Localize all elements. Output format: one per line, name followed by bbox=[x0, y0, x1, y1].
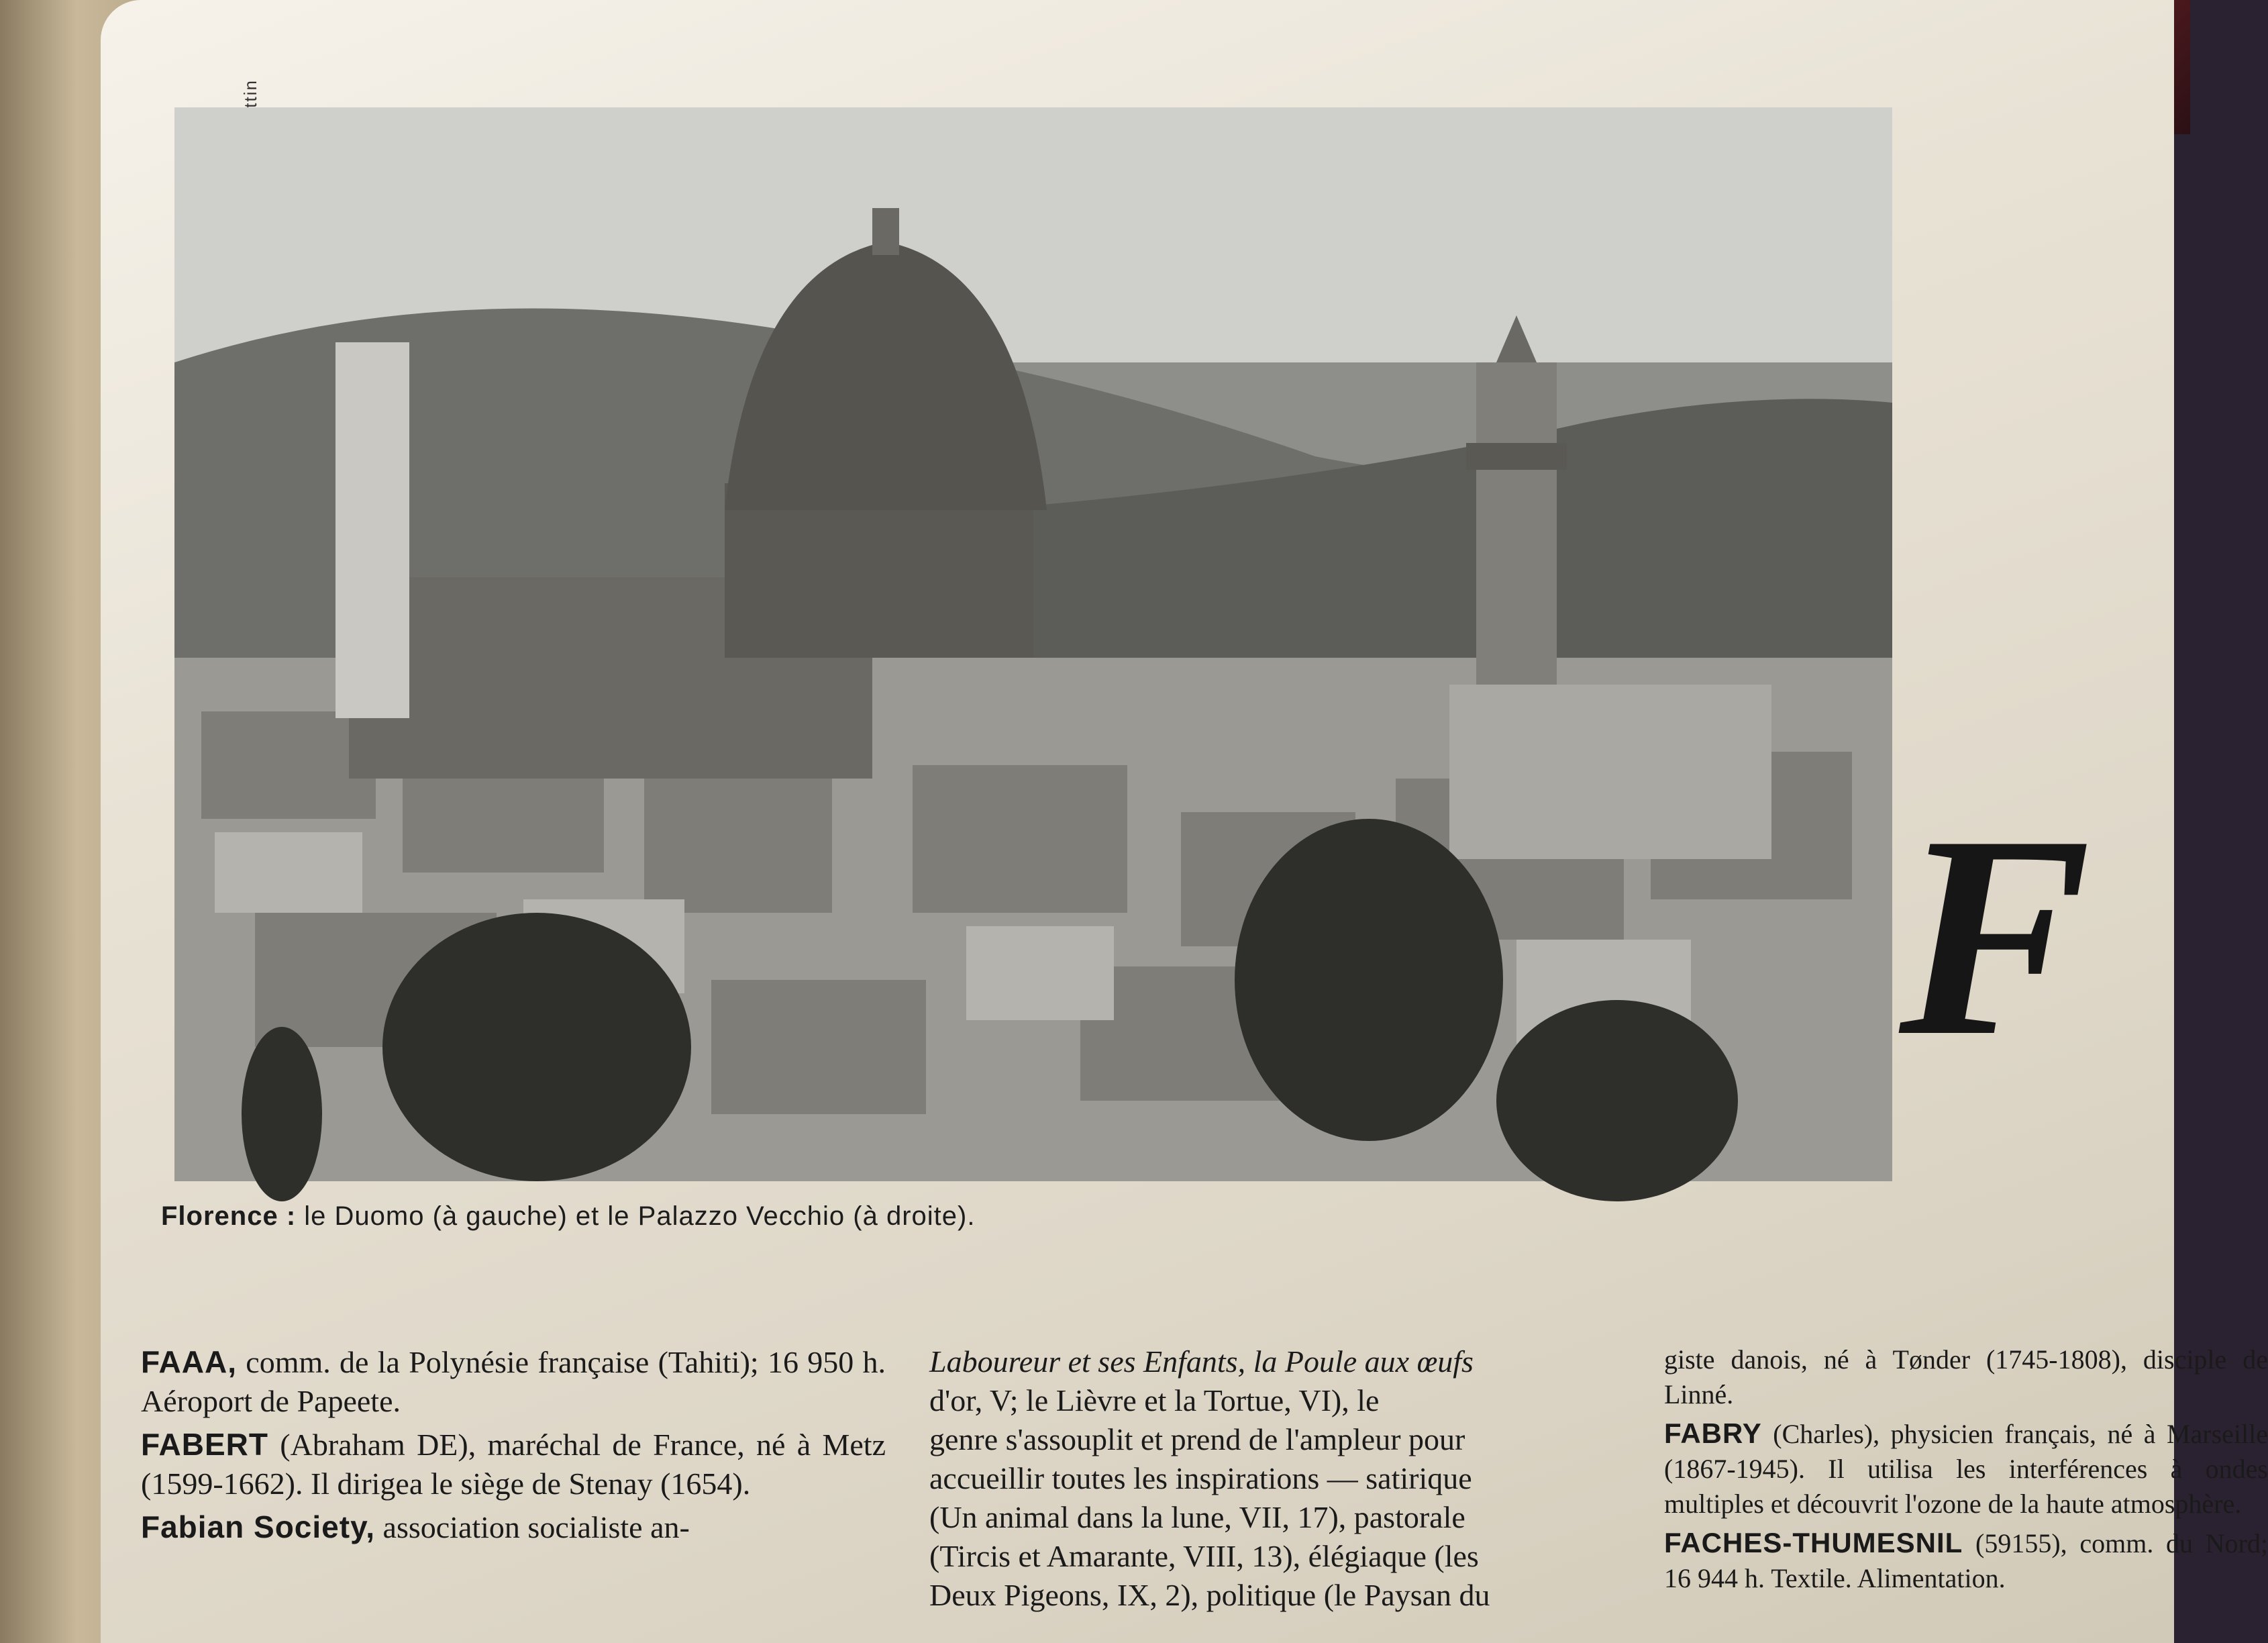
column-2-line-7: Deux Pigeons, IX, 2), politique (le Paysan du bbox=[929, 1578, 1490, 1612]
book-page bbox=[101, 0, 2268, 1643]
headword-faches-thumesnil: FACHES-THUMESNIL bbox=[1664, 1527, 1963, 1558]
column-2-line-6: (Tircis et Amarante, VIII, 13), élégiaque (les bbox=[929, 1539, 1479, 1573]
column-2-line-5: (Un animal dans la lune, VII, 17), pastorale bbox=[929, 1500, 1465, 1534]
column-2-line-1: Laboureur et ses Enfants, la Poule aux œufs bbox=[929, 1344, 1474, 1379]
dictionary-columns bbox=[141, 1342, 2268, 1643]
definition-fabert: (Abraham DE), maréchal de France, né à Metz (1599-1662). Il dirigea le siège de Stenay (1654). bbox=[141, 1428, 886, 1501]
photo-caption bbox=[161, 1201, 1235, 1232]
section-letter: F bbox=[1899, 777, 2092, 1096]
headword-fabert: FABERT bbox=[141, 1427, 268, 1462]
definition-fabry: (Charles), physicien français, né à Marseille (1867-1945). Il utilisa les interférences à ondes multiples et découvrit l'ozone de la haute atmosphère. bbox=[1664, 1419, 2268, 1519]
caption-place: Florence : bbox=[161, 1201, 297, 1231]
column-1 bbox=[141, 1342, 886, 1551]
column-2-line-3: genre s'assouplit et prend de l'ampleur pour bbox=[929, 1422, 1465, 1456]
entry-faaa bbox=[141, 1342, 886, 1421]
headword-fabian-society: Fabian Society, bbox=[141, 1509, 376, 1544]
caption-text: le Duomo (à gauche) et le Palazzo Vecchio (à droite). bbox=[296, 1201, 976, 1231]
entry-fabert bbox=[141, 1425, 886, 1503]
photo-illustration bbox=[174, 107, 1892, 1181]
entry-continuation: giste danois, né à Tønder (1745-1808), disciple de Linné. bbox=[1664, 1344, 2268, 1409]
entry-fabian-society bbox=[141, 1507, 886, 1547]
definition-faaa: comm. de la Polynésie française (Tahiti); 16 950 h. Aéroport de Papeete. bbox=[141, 1345, 886, 1418]
headword-fabry: FABRY bbox=[1664, 1417, 1762, 1449]
florence-photograph bbox=[174, 107, 1892, 1181]
column-2-line-2: d'or, V; le Lièvre et la Tortue, VI), le bbox=[929, 1383, 1380, 1417]
headword-faaa: FAAA, bbox=[141, 1344, 237, 1379]
definition-faches-thumesnil: (59155), comm. du Nord; 16 944 h. Textile. Alimentation. bbox=[1664, 1528, 2268, 1593]
definition-fabian-society: association socialiste an- bbox=[375, 1510, 690, 1544]
entry-fabry bbox=[1664, 1416, 2268, 1522]
column-2 bbox=[929, 1342, 1647, 1615]
entry-faches-thumesnil bbox=[1664, 1526, 2268, 1596]
column-2-line-4: accueillir toutes les inspirations — satirique bbox=[929, 1461, 1472, 1495]
column-3 bbox=[1664, 1342, 2268, 1600]
